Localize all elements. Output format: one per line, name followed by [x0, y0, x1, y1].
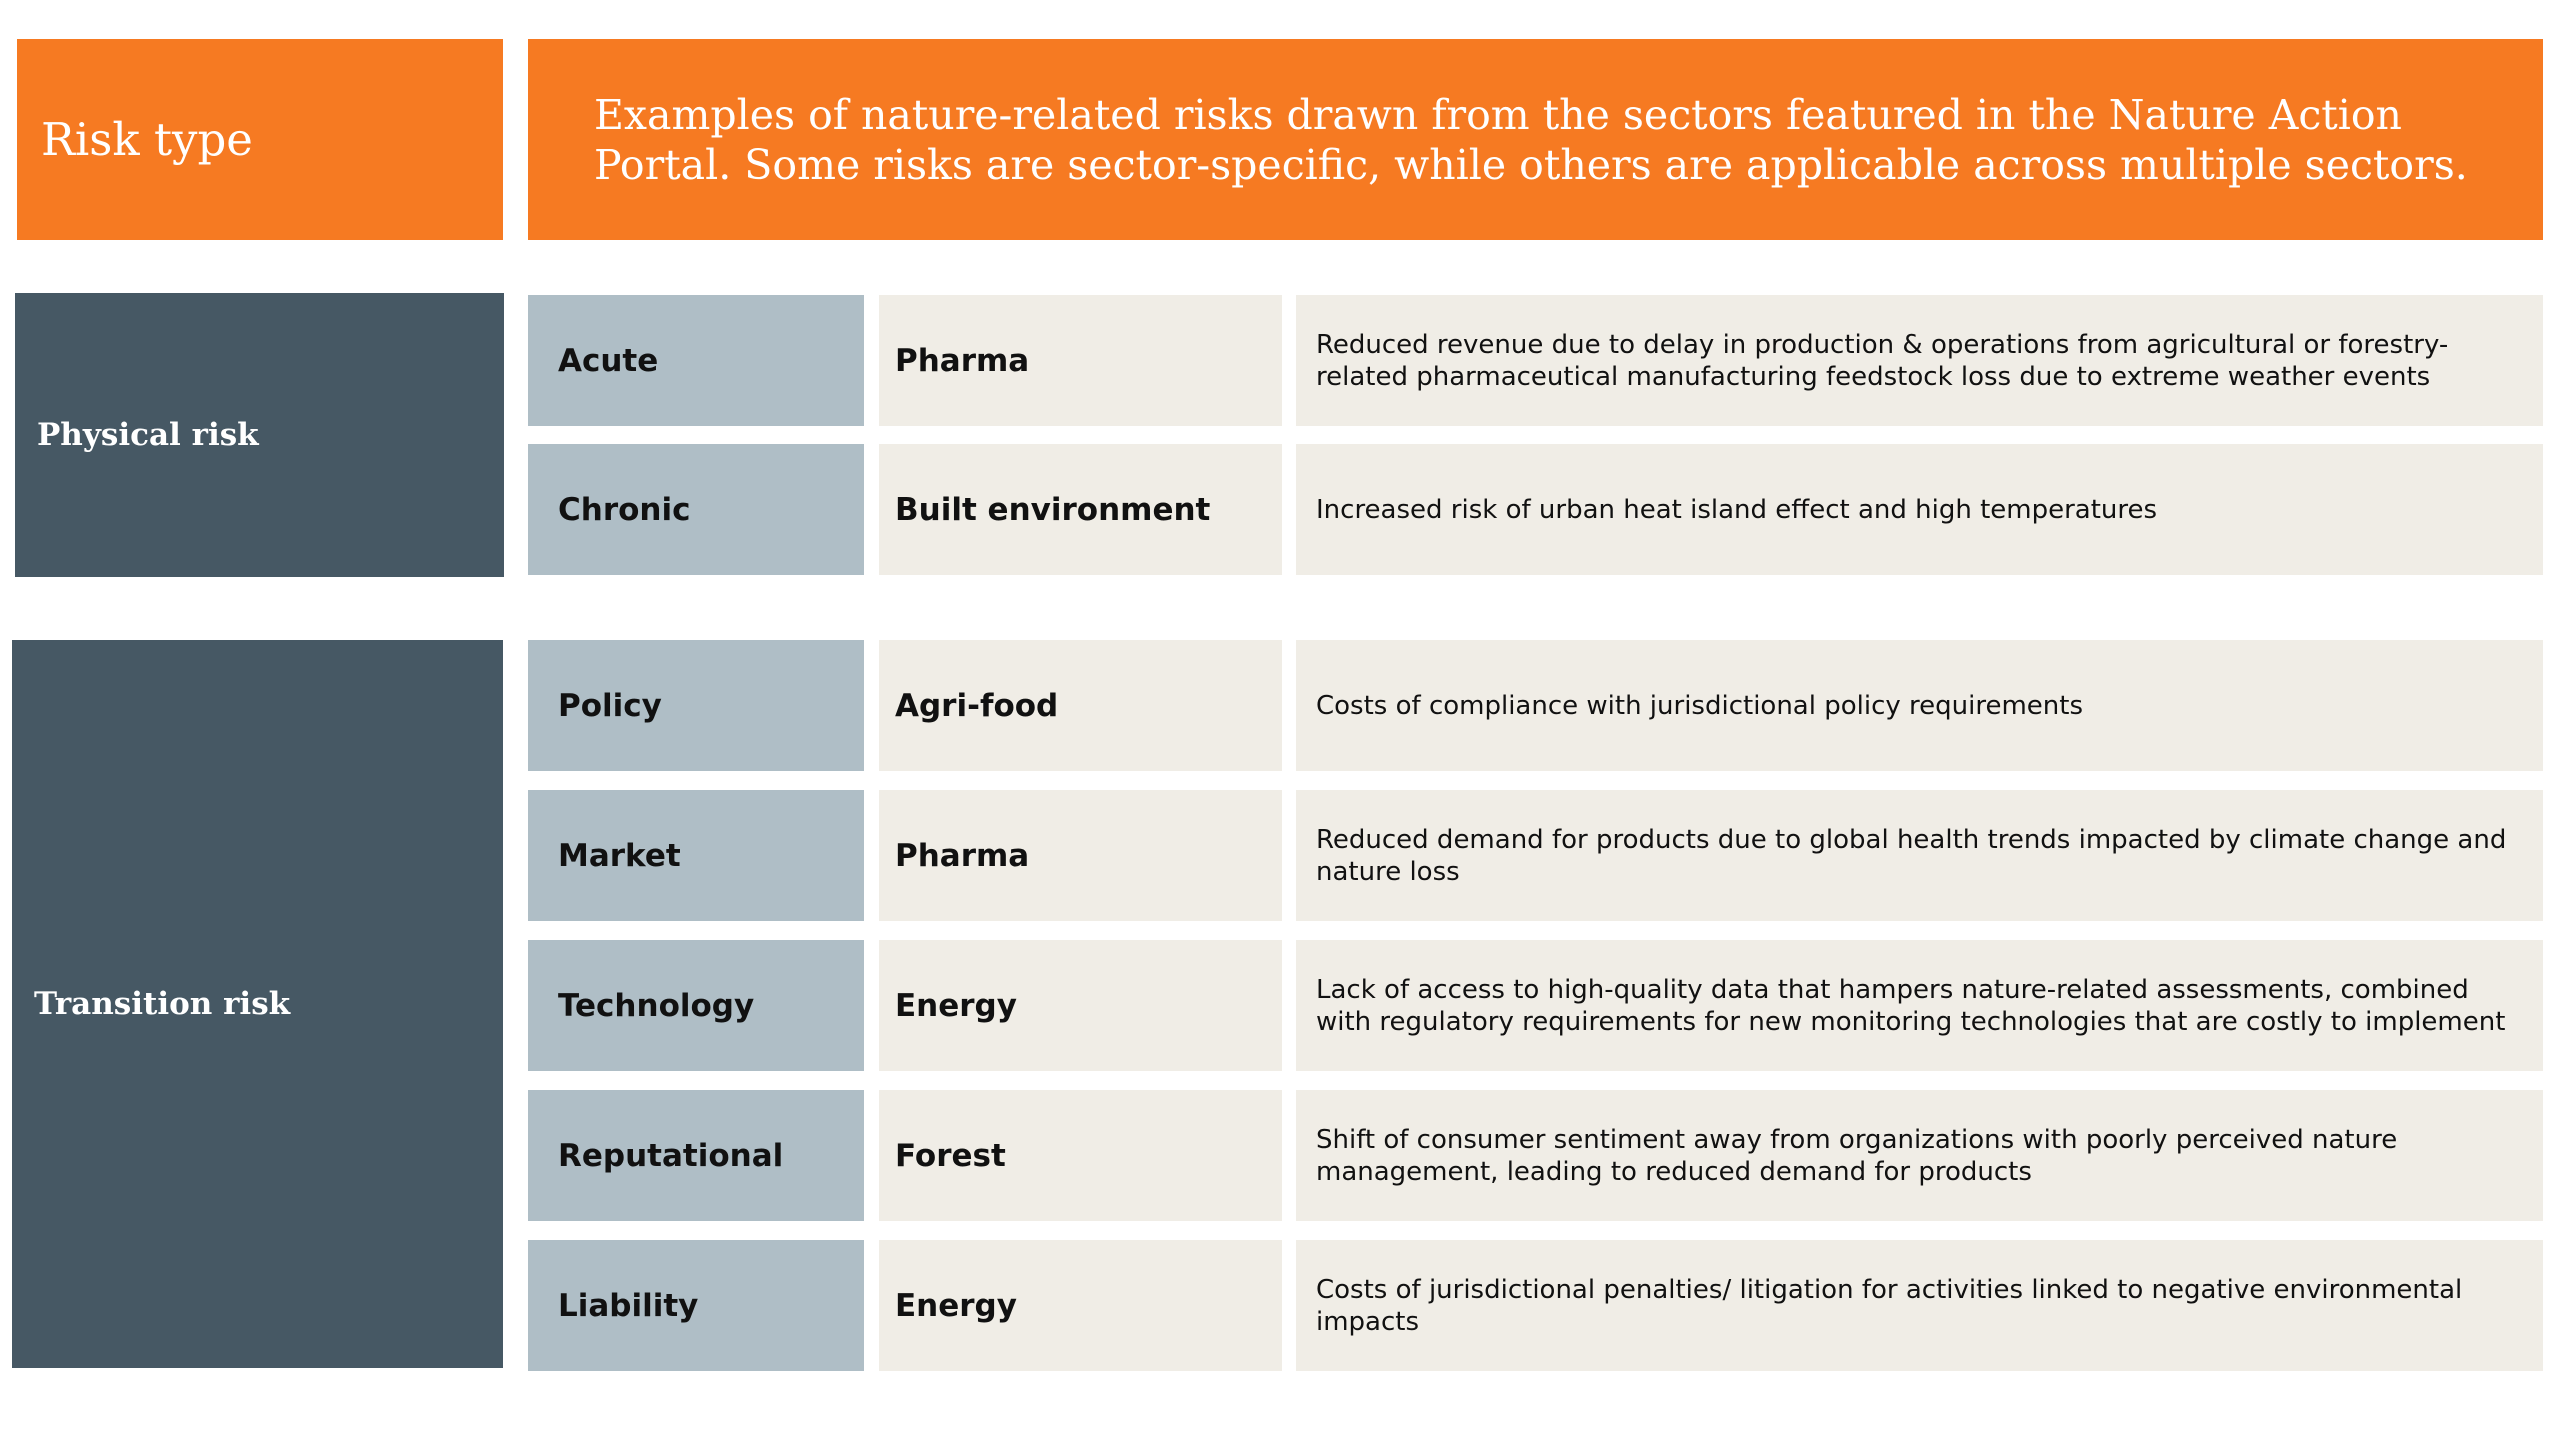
- category-cell: [528, 790, 864, 921]
- description-text: Increased risk of urban heat island effect and high temperatures: [1316, 494, 2158, 525]
- sector-cell: [879, 940, 1282, 1071]
- category-label: Reputational: [558, 1137, 784, 1174]
- description-cell: [1296, 1240, 2543, 1371]
- description-text: Costs of jurisdictional penalties/ litigation for activities linked to negative environmental impacts: [1316, 1274, 2463, 1337]
- sector-cell: [879, 444, 1282, 575]
- description-text: Reduced demand for products due to global health trends impacted by climate change and nature loss: [1316, 824, 2507, 887]
- category-label: Technology: [558, 987, 755, 1024]
- category-label: Chronic: [558, 491, 691, 528]
- category-cell: [528, 1240, 864, 1371]
- category-label: Policy: [558, 687, 662, 724]
- sector-cell: [879, 295, 1282, 426]
- description-cell: [1296, 940, 2543, 1071]
- description-text: Costs of compliance with jurisdictional policy requirements: [1316, 690, 2083, 721]
- description-cell: [1296, 640, 2543, 771]
- category-cell: [528, 295, 864, 426]
- description-cell: [1296, 444, 2543, 575]
- category-cell: [528, 1090, 864, 1221]
- transition-risk-label: Transition risk: [34, 986, 291, 1022]
- sector-label: Energy: [895, 1287, 1017, 1324]
- category-label: Acute: [558, 342, 659, 379]
- intro-header: [528, 39, 2543, 240]
- sector-label: Pharma: [895, 837, 1030, 874]
- sector-cell: [879, 640, 1282, 771]
- sector-cell: [879, 1240, 1282, 1371]
- description-text: Reduced revenue due to delay in production & operations from agricultural or forestry-related pharmaceutical manufacturing feedstock loss due to extreme weather events: [1316, 329, 2449, 392]
- category-cell: [528, 640, 864, 771]
- sector-cell: [879, 790, 1282, 921]
- description-cell: [1296, 295, 2543, 426]
- sector-label: Built environment: [895, 491, 1211, 528]
- risk-type-header: [17, 39, 503, 240]
- description-text: Lack of access to high-quality data that hampers nature-related assessments, combined with regulatory requirements for new monitoring technologies that are costly to implement: [1316, 974, 2506, 1037]
- description-text: Shift of consumer sentiment away from organizations with poorly perceived nature management, leading to reduced demand for products: [1316, 1124, 2398, 1187]
- description-cell: [1296, 1090, 2543, 1221]
- category-cell: [528, 940, 864, 1071]
- category-label: Liability: [558, 1287, 699, 1324]
- intro-text: Examples of nature-related risks drawn from the sectors featured in the Nature Action Portal. Some risks are sector-specific, while others are applicable across multiple sectors.: [594, 90, 2468, 189]
- sector-label: Pharma: [895, 342, 1030, 379]
- description-cell: [1296, 790, 2543, 921]
- sector-label: Energy: [895, 987, 1017, 1024]
- sector-cell: [879, 1090, 1282, 1221]
- physical-risk-label: Physical risk: [37, 417, 259, 453]
- category-label: Market: [558, 837, 681, 874]
- sector-label: Forest: [895, 1137, 1006, 1174]
- risk-type-label: Risk type: [41, 113, 253, 166]
- transition-risk-group: [12, 640, 503, 1368]
- sector-label: Agri-food: [895, 687, 1059, 724]
- physical-risk-group: [15, 293, 504, 577]
- category-cell: [528, 444, 864, 575]
